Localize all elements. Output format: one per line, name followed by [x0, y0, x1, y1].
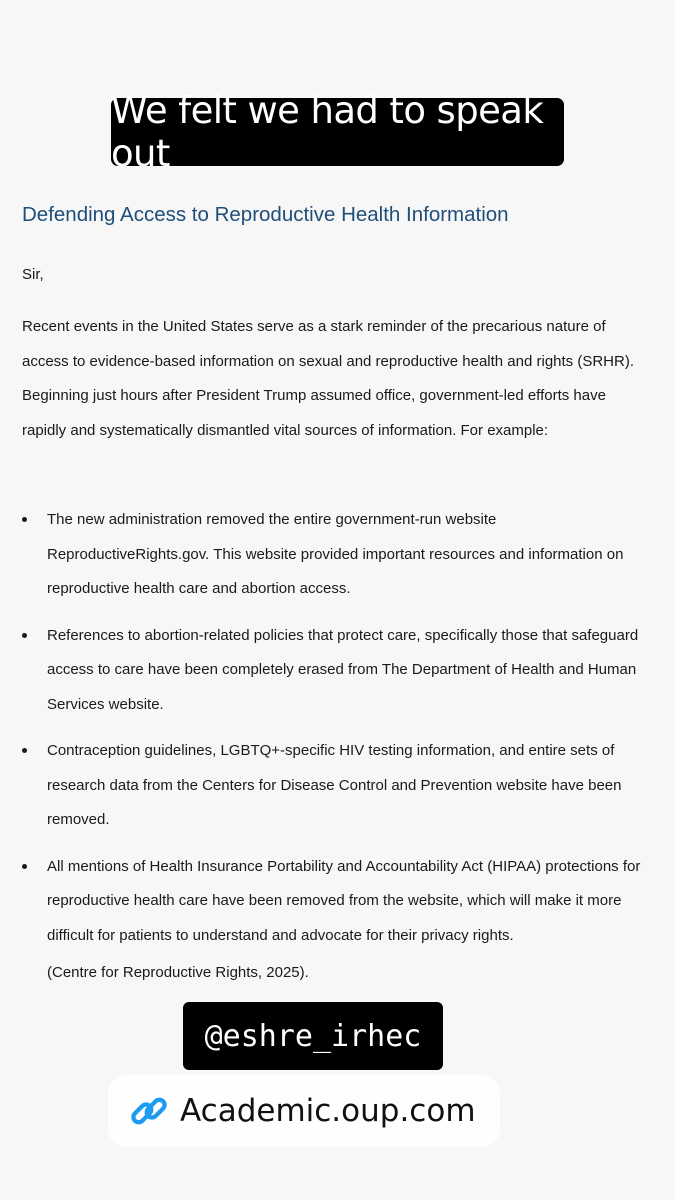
bullet-item [22, 734, 662, 838]
link-sticker[interactable] [108, 1075, 500, 1147]
caption-text: We felt we had to speak out [111, 89, 544, 175]
bullet-text: All mentions of Health Insurance Portability and Accountability Act (HIPAA) protections for reproductive health care have been removed from the website, which will make it more difficult for patients to understand and advocate for their privacy rights. [47, 857, 641, 944]
bullet-item [22, 503, 662, 607]
bullet-text: References to abortion-related policies that protect care, specifically those that safeguard access to care have been completely erased from The Department of Health and Human Services website. [47, 626, 639, 713]
mention-sticker[interactable] [183, 1002, 443, 1070]
link-text[interactable]: Academic.oup.com [180, 1093, 476, 1129]
mention-handle[interactable]: @eshre_irhec [204, 1018, 422, 1054]
document-heading: Defending Access to Reproductive Health Information [22, 203, 509, 226]
bullet-dot [22, 633, 27, 638]
bullet-list [22, 503, 662, 965]
bullet-text: Contraception guidelines, LGBTQ+-specific HIV testing information, and entire sets of research data from the Centers for Disease Control and Prevention website have been removed. [47, 742, 622, 828]
bullet-dot [22, 864, 27, 869]
citation: (Centre for Reproductive Rights, 2025). [47, 964, 309, 981]
bullet-text: The new administration removed the entire government-run website ReproductiveRights.gov. This website provided important resources and information on reproductive health care and abortion access. [47, 511, 624, 597]
bullet-item [22, 619, 662, 723]
bullet-dot [22, 517, 27, 522]
caption-banner [111, 89, 564, 175]
link-icon [130, 1092, 168, 1130]
intro-paragraph: Recent events in the United States serve as a stark reminder of the precarious nature of access to evidence-based information on sexual and reproductive health and rights (SRHR). Beginning just hours after President Trump assumed office, government-led efforts have rapidly and systematically dismantled vital sources of information. For example: [22, 318, 634, 439]
bullet-item [22, 850, 662, 954]
bullet-dot [22, 748, 27, 753]
salutation: Sir, [22, 266, 44, 283]
